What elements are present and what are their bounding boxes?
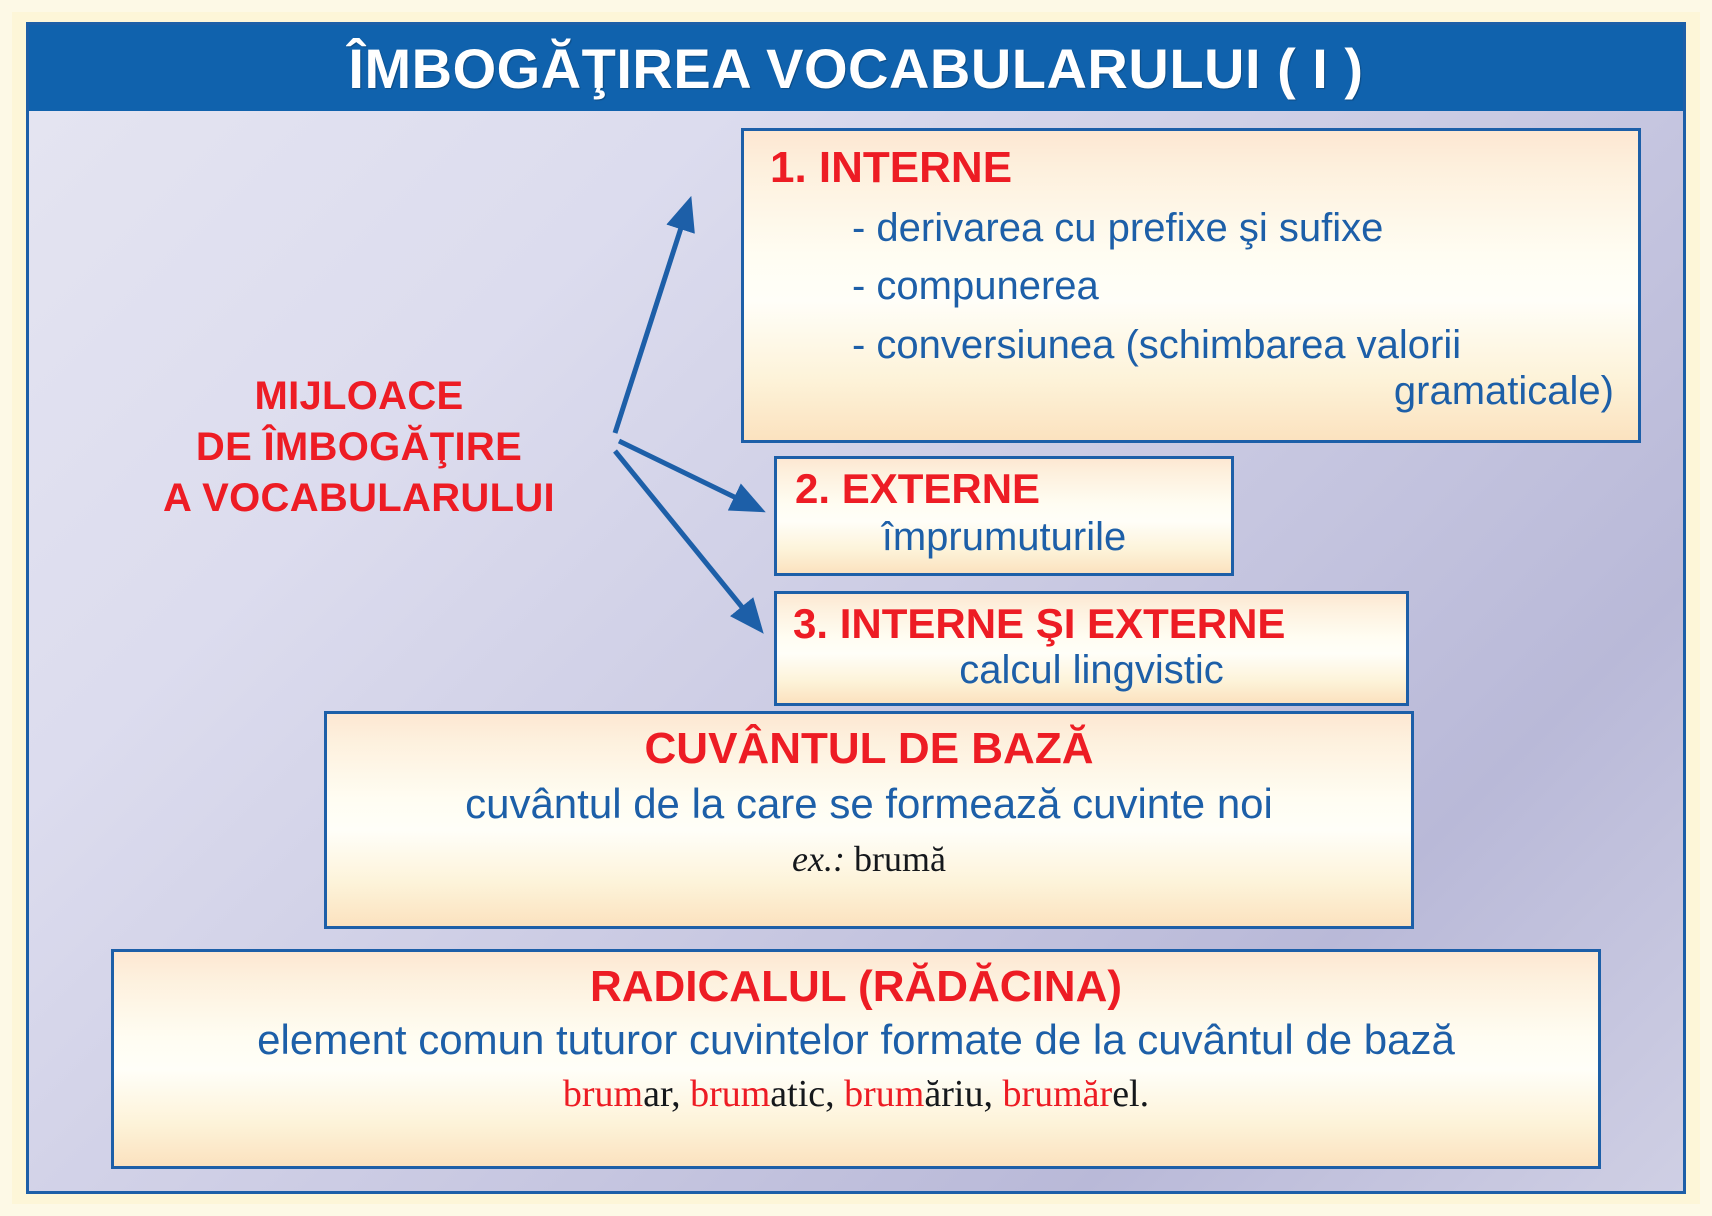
- branch-box-externe: [774, 456, 1234, 576]
- branch-title-mixte: 3. INTERNE ŞI EXTERNE: [793, 600, 1286, 647]
- example-word-1: [563, 1073, 681, 1115]
- example-word: brumă: [853, 839, 946, 879]
- example-root-3: brum: [844, 1073, 925, 1115]
- definition-example-cuvant-de-baza: [341, 838, 1397, 880]
- branch-subtitle-mixte: calcul lingvistic: [959, 648, 1224, 692]
- definition-text-radical: element comun tuturor cuvintelor formate de la cuvântul de bază: [257, 1016, 1455, 1063]
- branch-item-conversiunea: - conversiunea (schimbarea valorii: [852, 322, 1462, 367]
- example-word-3: [844, 1073, 993, 1115]
- example-word-4: [1002, 1073, 1149, 1115]
- diagram-panel: [29, 111, 1683, 1191]
- branch-box-interne-si-externe: [774, 591, 1409, 706]
- branch-box-interne: [741, 128, 1641, 443]
- definition-title-radical: RADICALUL (RĂDĂCINA): [589, 962, 1123, 1011]
- branch-title-interne: 1. INTERNE: [770, 143, 1013, 192]
- page-title: ÎMBOGĂŢIREA VOCABULARULUI ( I ): [348, 36, 1364, 100]
- definition-title-cuvant-de-baza: CUVÂNTUL DE BAZĂ: [644, 724, 1094, 773]
- branch-title-externe: 2. EXTERNE: [795, 465, 1041, 512]
- branch-item-derivarea: - derivarea cu prefixe şi sufixe: [852, 206, 1384, 250]
- definition-box-cuvant-de-baza: [324, 711, 1414, 929]
- root-concept-label: [89, 371, 629, 525]
- definition-text-cuvant-de-baza: cuvântul de la care se formează cuvinte noi: [465, 780, 1273, 827]
- root-concept-line-2: DE ÎMBOGĂŢIRE: [195, 425, 523, 470]
- example-rest-1: ar,: [643, 1073, 681, 1115]
- definition-box-radical: [111, 949, 1601, 1169]
- example-label: ex.:: [792, 839, 845, 879]
- example-rest-2: atic,: [770, 1073, 835, 1115]
- example-word-2: [690, 1073, 835, 1115]
- branch-subtitle-externe: împrumuturile: [881, 515, 1127, 559]
- page-title-bar: [29, 25, 1683, 111]
- branch-item-compunerea: - compunerea: [852, 264, 1099, 309]
- root-concept-line-1: MIJLOACE: [254, 374, 464, 418]
- definition-examples-radical: [128, 1072, 1584, 1116]
- example-root-2: brum: [690, 1073, 771, 1115]
- example-rest-3: ăriu,: [924, 1073, 993, 1115]
- example-root-1: brum: [562, 1073, 644, 1115]
- example-rest-4: el.: [1112, 1073, 1150, 1115]
- example-root-4: brumăr: [1002, 1073, 1113, 1115]
- root-concept-line-3: A VOCABULARULUI: [163, 476, 555, 521]
- branch-item-conversiunea-cont: gramaticale): [1393, 369, 1614, 414]
